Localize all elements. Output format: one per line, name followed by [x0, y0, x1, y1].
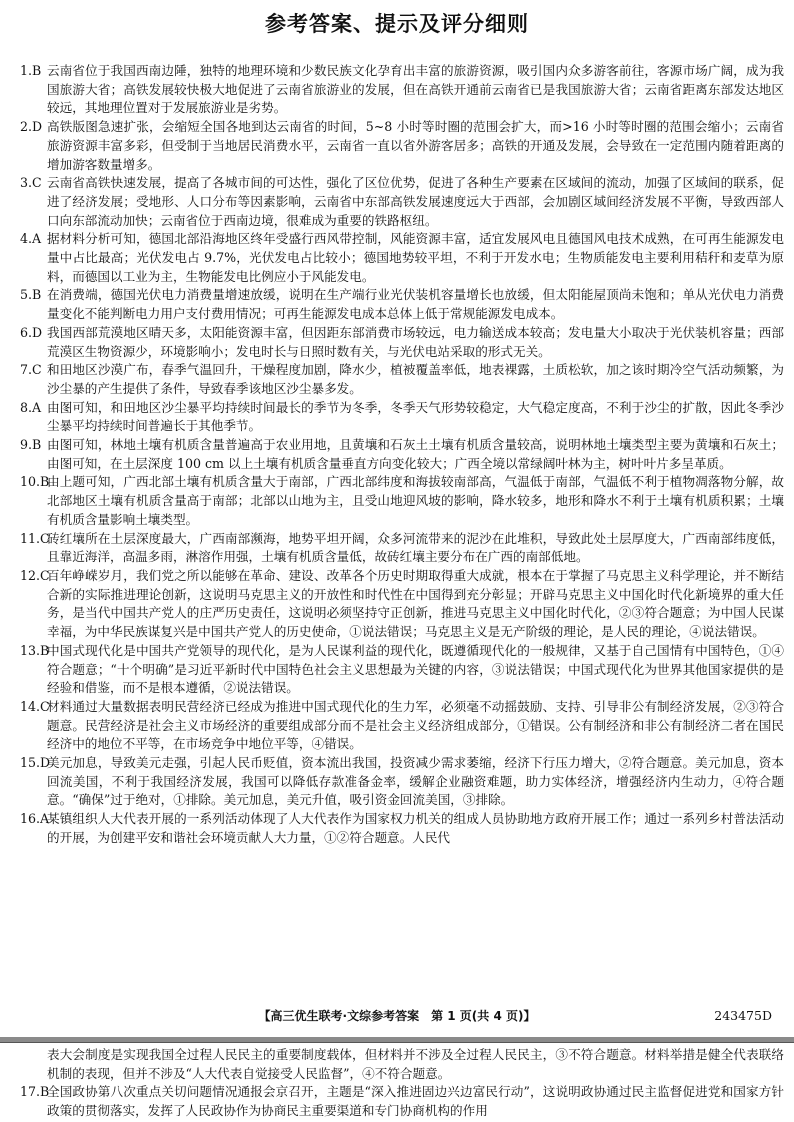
answer-number: 5.B — [20, 287, 42, 303]
answer-text: 百年峥嵘岁月，我们党之所以能够在革命、建设、改革各个历史时期取得重大成就，根本在于掌握了马克思主义科学理论，并不断结合新的实际推进理论创新，这说明马克思主义的开放性和时代性在中国得到充分彰显；开辟马克思主义中国化时代化新境界的重大任务，是当代中国共产党人的庄严历史责任，这说明必须坚持守正创新，推进马克思主义中国化时代化，②③符合题意；为中国人民谋幸福，为中华民族谋复兴是中国共产党人的历史使命，①说法错误；马克思主义是无产阶级的理论，是人民的理论，④说法错误。 — [47, 567, 784, 640]
answer-number: 10.B — [20, 474, 50, 490]
next-page-content — [20, 1046, 784, 1121]
answer-text: 中国式现代化是中国共产党领导的现代化，是为人民谋利益的现代化，既遵循现代化的一般规律，又基于自己国情有中国特色，①④符合题意；“十个明确”是习近平新时代中国特色社会主义思想最为关键的内容，③说法错误；中国式现代化为世界其他国家提供的是经验和借鉴，而不是根本遵循，②说法错误。 — [47, 642, 784, 696]
answer-item — [20, 698, 784, 754]
answer-text: 高铁版图急速扩张，会缩短全国各地到达云南省的时间，5~8 小时等时圈的范围会扩大，而>16 小时等时圈的范围会缩小；云南省旅游资源丰富多彩，但受制于当地居民消费水平，云南省一直以省外游客居多；高铁的开通及发展，会导致在一定范围内随着距离的增加游客数量增多。 — [47, 119, 784, 172]
answer-text: 据材料分析可知，德国北部沿海地区终年受盛行西风带控制，风能资源丰富，适宜发展风电且德国风电技术成熟，在可再生能源发电量中占比最高；光伏发电占 9.7%，光伏发电占比较小；德国地势较平坦，不利于开发水电；生物质能发电主要利用秸秆和麦草为原料，而德国以工业为主，生物能发电比例应小于风能发电。 — [47, 231, 784, 284]
answer-number: 7.C — [20, 362, 42, 378]
footer-page-info: 【高三优生联考·文综参考答案 第 1 页(共 4 页)】 — [258, 1009, 536, 1023]
answer-text: 某镇组织人大代表开展的一系列活动体现了人大代表作为国家权力机关的组成人员协助地方政府开展工作；通过一系列乡村普法活动的开展，为创建平安和谐社会环境贡献人大力量，①②符合题意。人民代 — [47, 811, 784, 845]
answer-item — [20, 174, 784, 230]
answer-number: 8.A — [20, 399, 42, 415]
answer-text: 全国政协第八次重点关切问题情况通报会京召开，主题是“深入推进固边兴边富民行动”，这说明政协通过民主监督促进党和国家方针政策的贯彻落实，发挥了人民政协作为协商民主重要渠道和专门协商机构的作用 — [47, 1084, 784, 1119]
answer-item — [20, 1083, 784, 1120]
answer-item — [20, 62, 784, 118]
answer-item — [20, 642, 784, 698]
answer-item — [20, 324, 784, 361]
answer-item — [20, 810, 784, 847]
answer-number: 17.B — [20, 1084, 50, 1100]
answer-item — [20, 361, 784, 398]
answer-list — [20, 62, 784, 848]
continuation-text: 表大会制度是实现我国全过程人民民主的重要制度载体，但材料并不涉及全过程人民民主，③不符合题意。材料举措是健全代表联络机制的表现，但并不涉及“人大代表自觉接受人民监督”，④不符合题意。 — [47, 1047, 784, 1081]
answer-number: 2.D — [20, 119, 43, 135]
answer-number: 15.D — [20, 755, 51, 771]
answer-item — [20, 399, 784, 436]
answer-number: 3.C — [20, 175, 42, 191]
page-title: 参考答案、提示及评分细则 — [265, 12, 529, 36]
footer-doc-code: 243475D — [714, 1008, 772, 1023]
answer-text: 由图可知，林地土壤有机质含量普遍高于农业用地，且黄壤和石灰土土壤有机质含量较高，说明林地土壤类型主要为黄壤和石灰土；由图可知，在土层深度 100 cm 以上土壤有机质含量垂直方向变化较大；广西全境以常绿阔叶林为主，树叶叶片多呈革质。 — [47, 437, 784, 471]
answer-number: 14.C — [20, 698, 50, 714]
answer-text: 由图可知，和田地区沙尘暴平均持续时间最长的季节为冬季，冬季天气形势较稳定，大气稳定度高，不利于沙尘的扩散，因此冬季沙尘暴平均持续时间普遍长于其他季节。 — [47, 399, 784, 434]
answer-item — [20, 436, 784, 473]
answer-text: 材料通过大量数据表明民营经济已经成为推进中国式现代化的生力军，必须毫不动摇鼓励、支持、引导非公有制经济发展，②③符合题意。民营经济是社会主义市场经济的重要组成部分而不是社会主义经济组成部分，①错误。公有制经济和非公有制经济二者在国民经济中的地位不平等，在市场竞争中地位平等，④错误。 — [47, 698, 784, 752]
answer-item — [20, 473, 784, 529]
answer-text: 和田地区沙漠广布，春季气温回升，干燥程度加剧，降水少，植被覆盖率低，地表裸露，土质松软，加之该时期冷空气活动频繁，为沙尘暴的产生提供了条件，导致春季该地区沙尘暴多发。 — [47, 362, 784, 396]
page-separator — [0, 1037, 794, 1043]
answer-text: 由上题可知，广西北部土壤有机质含量大于南部，广西北部纬度和海拔较南部高，气温低于南部，气温低不利于植物凋落物分解，故北部地区土壤有机质含量高于南部；北部以山地为主，且受山地迎风坡的影响，降水较多，地形和降水不利于土壤有机质积累；土壤有机质含量影响土壤类型。 — [47, 474, 784, 527]
answer-item — [20, 530, 784, 567]
answer-text: 在消费端，德国光伏电力消费量增速放缓，说明在生产端行业光伏装机容量增长也放缓，但太阳能屋顶尚未饱和；单从光伏电力消费量变化不能判断电力用户支付费用情况；可再生能源发电成本总体上低于常规能源发电成本。 — [47, 287, 784, 322]
answer-item — [20, 567, 784, 642]
answer-number: 12.C — [20, 567, 50, 583]
answer-text: 云南省高铁快速发展，提高了各城市间的可达性，强化了区位优势，促进了各种生产要素在区域间的流动，加强了区域间的联系，促进了经济发展；受地形、人口分布等因素影响，云南省中东部高铁发展速度远大于西部，会加剧区域间经济发展不平衡，导致西部人口向东部流动加快；云南省位于西南边境，很难成为重要的铁路枢纽。 — [47, 175, 784, 228]
answer-text: 砖红壤所在土层深度最大，广西南部濒海，地势平坦开阔，众多河流带来的泥沙在此堆积，导致此处土层厚度大，广西南部纬度低，且靠近海洋，高温多雨，淋溶作用强，土壤有机质含量低，故砖红壤主要分布在广西的南部低地。 — [47, 530, 784, 565]
answer-number: 4.A — [20, 231, 42, 247]
answer-item — [20, 230, 784, 286]
answer-number: 13.B — [20, 642, 50, 658]
answer-number: 6.D — [20, 324, 43, 340]
page-footer — [0, 1006, 794, 1026]
answer-number: 1.B — [20, 63, 42, 78]
answer-item — [20, 754, 784, 810]
answer-number: 9.B — [20, 437, 42, 453]
answer-item — [20, 118, 784, 174]
answer-text: 我国西部荒漠地区晴天多，太阳能资源丰富，但因距东部消费市场较远，电力输送成本较高；发电量大小取决于光伏装机容量；西部荒漠区生物资源少，环境影响小；发电时长与日照时数有关，与光伏电站采取的形式无关。 — [47, 324, 784, 359]
answer-number: 16.A — [20, 811, 50, 827]
answer-item — [20, 286, 784, 323]
answer-text: 云南省位于我国西南边陲，独特的地理环境和少数民族文化孕育出丰富的旅游资源，吸引国内众多游客前往，客源市场广阔，成为我国旅游大省；高铁发展较快极大地促进了云南省旅游业的发展，但在高铁开通前云南省已是我国旅游大省；云南省距离东部发达地区较远，其地理位置对于发展旅游业是劣势。 — [47, 63, 784, 116]
answer-text: 美元加息，导致美元走强，引起人民币贬值，资本流出我国，投资减少需求萎缩，经济下行压力增大，②符合题意。美元加息，资本回流美国，不利于我国经济发展，我国可以降低存款准备金率，缓解企业融资难题，助力实体经济，增强经济内生动力，④符合题意。“确保”过于绝对，①排除。美元加息，美元升值，吸引资金回流美国，③排除。 — [47, 755, 784, 808]
answer-number: 11.C — [20, 530, 50, 546]
